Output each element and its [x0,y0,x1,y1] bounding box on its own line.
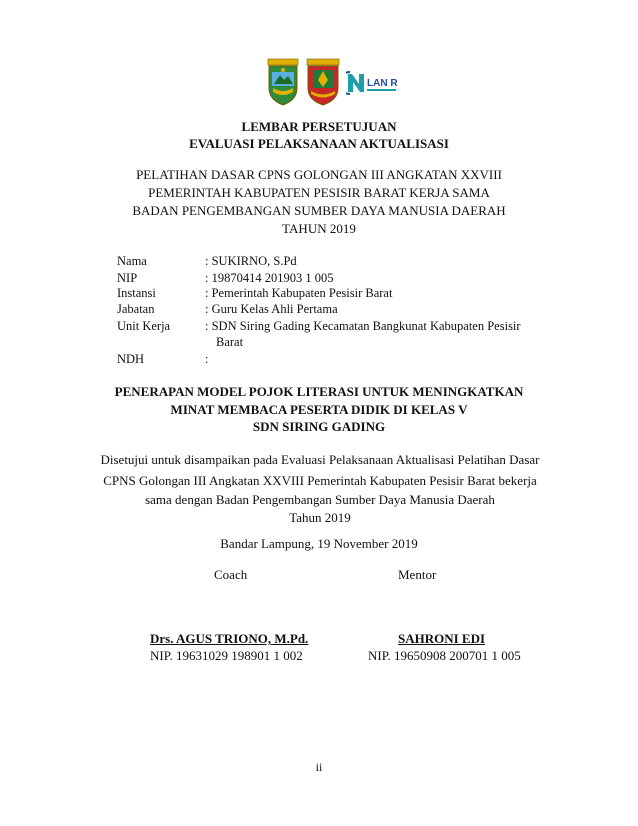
svg-text:LAN RI: LAN RI [367,78,398,89]
identity-label-unit-kerja: Unit Kerja [117,319,171,333]
identity-label-ndh: NDH [117,352,145,366]
identity-label-nip: NIP [117,271,138,285]
mentor-role: Mentor [398,567,437,582]
identity-label-jabatan: Jabatan [117,302,155,316]
identity-value-nama: : SUKIRNO, S.Pd [205,254,297,268]
identity-label-nama: Nama [117,254,147,268]
mentor-nip: NIP. 19650908 200701 1 005 [368,648,521,663]
approval-line-1: Disetujui untuk disampaikan pada Evaluasi Pelaksanaan Aktualisasi Pelatihan Dasar [100,452,540,467]
program-line-2: PEMERINTAH KABUPATEN PESISIR BARAT KERJA SAMA [148,185,490,200]
sheet-title: LEMBAR PERSETUJUAN [241,119,397,134]
identity-value-instansi: : Pemerintah Kabupaten Pesisir Barat [205,286,393,300]
page-number: ii [315,760,323,774]
approval-line-3: sama dengan Badan Pengembangan Sumber Daya Manusia Daerah [145,492,495,507]
program-line-3: BADAN PENGEMBANGAN SUMBER DAYA MANUSIA DAERAH [132,203,506,218]
identity-value-unit-kerja-cont: Barat [216,335,244,349]
lampung-emblem [305,58,341,106]
program-line-4: TAHUN 2019 [282,221,356,236]
coach-role: Coach [214,567,248,582]
identity-label-instansi: Instansi [117,286,156,300]
approval-line-2: CPNS Golongan III Angkatan XXVIII Pemerintah Kabupaten Pesisir Barat bekerja [103,473,537,488]
identity-value-unit-kerja: : SDN Siring Gading Kecamatan Bangkunat Kabupaten Pesisir [205,319,521,333]
lan-ri-logo [346,70,398,96]
identity-value-jabatan: : Guru Kelas Ahli Pertama [205,302,338,316]
report-title-line-3: SDN SIRING GADING [252,419,386,434]
place-date: Bandar Lampung, 19 November 2019 [220,536,418,551]
coach-name: Drs. AGUS TRIONO, M.Pd. [150,631,309,646]
report-title-line-1: PENERAPAN MODEL POJOK LITERASI UNTUK MENINGKATKAN [114,384,524,399]
pesisir-barat-emblem [266,58,300,106]
identity-value-nip: : 19870414 201903 1 005 [205,271,334,285]
logo-row [0,58,638,110]
sheet-subtitle: EVALUASI PELAKSANAAN AKTUALISASI [189,136,449,151]
report-title-line-2: MINAT MEMBACA PESERTA DIDIK DI KELAS V [170,402,468,417]
program-line-1: PELATIHAN DASAR CPNS GOLONGAN III ANGKATAN XXVIII [136,167,502,182]
approval-line-4: Tahun 2019 [289,510,351,525]
coach-nip: NIP. 19631029 198901 1 002 [150,648,303,663]
mentor-name: SAHRONI EDI [398,631,486,646]
identity-value-ndh: : [205,352,209,366]
